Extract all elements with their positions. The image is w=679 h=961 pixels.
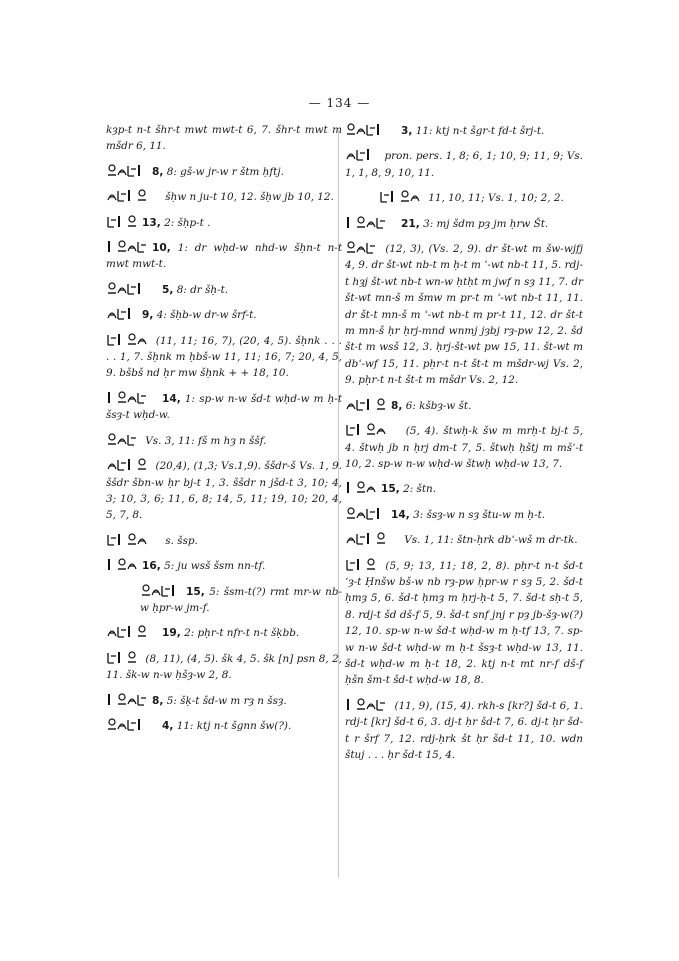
hieroglyph-icon	[345, 506, 389, 521]
entry-reference: 8,	[152, 694, 164, 707]
left-entry	[106, 624, 342, 641]
hieroglyph-icon	[106, 532, 160, 547]
hieroglyph-icon	[345, 122, 399, 137]
hieroglyph-icon	[106, 457, 150, 472]
left-entry	[106, 239, 342, 273]
entry-text: 6: kšbȝ-w št.	[402, 399, 472, 412]
hieroglyph-icon	[345, 480, 379, 495]
entry-reference: 8,	[152, 165, 164, 178]
left-entry	[106, 650, 342, 684]
left-entry	[106, 432, 342, 449]
right-entry	[345, 240, 583, 389]
entry-reference: 14,	[391, 508, 410, 521]
entry-reference: 15,	[186, 585, 205, 598]
hieroglyph-icon	[345, 147, 379, 162]
entry-text: 5: ju wsš šsm nn-tf.	[160, 560, 266, 573]
hieroglyph-icon	[345, 215, 399, 230]
entry-text: 2: šḥp-t .	[160, 216, 211, 229]
entry-text: 2: štn.	[399, 483, 437, 496]
hieroglyph-icon	[140, 583, 184, 598]
hieroglyph-icon	[106, 188, 160, 203]
hieroglyph-icon	[106, 281, 160, 296]
entry-text: Vs. 3, 11: fš m hȝ n ššf.	[142, 434, 267, 447]
entry-reference: 8,	[391, 399, 403, 412]
left-entry	[106, 717, 342, 734]
hieroglyph-icon	[106, 692, 150, 707]
entry-reference: 21,	[401, 217, 420, 230]
entry-text: šḥw n ju-t 10, 12. šḥw jb 10, 12.	[162, 191, 334, 204]
right-entry	[345, 506, 583, 523]
right-entry	[345, 531, 583, 548]
entry-text: 1: sp-w n-w šd-t wḥd-w m ḥ-t šsȝ-t wḥd-w.	[106, 392, 342, 422]
entry-text: 11, 10, 11; Vs. 1, 10; 2, 2.	[425, 192, 564, 205]
right-entry	[345, 480, 583, 497]
entry-text: (5, 4). štwḥ-k šw m mrḥ-t bj-t 5, 4. štwḥ jb n ḥrj dm-t 7, 5. štwḥ ḥštj m mšʿ-t 10, 2. sp-w n-w wḥd-w štwḥ wḥd-w 13, 7.	[345, 425, 583, 470]
right-entry	[345, 697, 583, 764]
left-entry	[106, 188, 342, 205]
entry-reference: 14,	[162, 392, 181, 405]
left-entry	[106, 332, 342, 382]
entry-text: 3: šsȝ-w n sȝ štu-w m ḥ-t.	[409, 508, 546, 521]
entry-text: 5: šḳ-t šd-w m rȝ n šsȝ.	[163, 694, 287, 707]
entry-text: (8, 11), (4, 5). šk 4, 5. šk [n] psn 8, 2, 11. šk-w n-w ḥšȝ-w 2, 8.	[106, 652, 342, 682]
entry-text: 5: šsm-t(?) rmt mr-w nb-w ḥpr-w jm-f.	[140, 585, 342, 614]
page-number: — 134 —	[308, 96, 371, 110]
entry-text: kȝp-t n-t šhr-t mwt mwt-t 6, 7. šhr-t mwt m mšdr 6, 11.	[106, 124, 342, 153]
entry-reference: 15,	[381, 483, 400, 496]
entry-reference: 3,	[401, 125, 413, 137]
hieroglyph-icon	[345, 697, 389, 712]
entry-reference: 9,	[142, 309, 154, 322]
left-entry	[106, 557, 342, 574]
hieroglyph-icon	[345, 557, 379, 572]
hieroglyph-icon	[106, 163, 150, 178]
hieroglyph-icon	[106, 717, 160, 732]
hieroglyph-icon	[106, 239, 150, 254]
entry-reference: 10,	[152, 242, 171, 255]
right-entry	[345, 397, 583, 414]
hieroglyph-icon	[106, 624, 160, 639]
right-entry	[345, 557, 583, 689]
hieroglyph-icon	[345, 240, 379, 255]
entry-text: pron. pers. 1, 8; 6, 1; 10, 9; 11, 9; Vs. 1, 1, 8, 9, 10, 11.	[345, 150, 583, 179]
left-entry	[106, 457, 342, 524]
entry-text: s. šsp.	[162, 534, 198, 547]
left-entry	[106, 532, 342, 549]
entry-text: (11, 9), (15, 4). rkh-s [kr?] šd-t 6, 1. rdj-t [kr] šd-t 6, 3. dj-t ḥr šd-t 7, 6. dj-t ḥr šd-t r šrf 7, 12. rdj-ḥrk št ḥr šd-t 11, 10. wdn štuj . . . ḥr šd-t 15, 4.	[345, 699, 583, 761]
entry-reference: 5,	[162, 283, 174, 296]
entry-text: 1: dr wḥd-w nhd-w šḥn-t n-t mwt mwt-t.	[106, 242, 342, 271]
hieroglyph-icon	[106, 306, 140, 321]
entry-reference: 13,	[142, 216, 161, 229]
entry-reference: 4,	[162, 719, 174, 732]
left-entry	[106, 306, 342, 323]
right-entry	[345, 215, 583, 232]
hieroglyph-icon	[345, 531, 399, 546]
left-entry	[106, 281, 342, 298]
right-entry	[345, 122, 583, 139]
right-entry	[345, 147, 583, 181]
entry-text: 11: ktj n-t šgr-t fd-t šrj-t.	[412, 125, 545, 137]
hieroglyph-icon	[106, 650, 140, 665]
entry-text: 3: mj šdm pȝ jm ḥrw Št.	[419, 217, 549, 230]
entry-text: (5, 9; 13, 11; 18, 2, 8). pḥr-t n-t šd-t ʿȝ-t Ḥnšw bš-w nb rȝ-pw ḥpr-w r sȝ 5, 2. šd-t ḥmȝ 5, 6. šd-t ḥmȝ m ḥrj-ḥ-t 5, 7. šd-t sḥ-t 5, 8. rdj-t šd dš-f 5, 9. šd-t snf jnj r pȝ jb-šȝ-w(?) 12, 10. sp-w n-w šd-t wḥd-w m ḥ-tf 13, 7. sp-w n-w šd-t wḥd-w m ḥ-t šsȝ-t wḥd-w 13, 11. šd-t wḥd-w m ḥ-t 18, 2. ktj n-t mt nr-f dš-f ḥšn šm-t šd-t wḥd-w 18, 8.	[345, 559, 583, 687]
left-entry	[106, 122, 342, 155]
hieroglyph-icon	[106, 557, 140, 572]
entry-text: Vs. 1, 11: štn-ḥrk dbʿ-wš m dr-tk.	[401, 534, 578, 547]
entry-text: (20,4), (1,3; Vs.1,9). ššdr-š Vs. 1, 9. ššdr šbn-w ḥr bj-t 1, 3. ššdr n jšd-t 3, 10; 4, 3; 10, 3, 6; 11, 6, 8; 14, 5, 11; 19, 10; 20, 4, 5, 7, 8.	[106, 460, 342, 522]
hieroglyph-icon	[106, 332, 150, 347]
right-entry	[345, 189, 583, 206]
entry-text: 4: šḥb-w dr-w šrf-t.	[153, 309, 257, 322]
left-entry	[106, 214, 342, 231]
hieroglyph-icon	[345, 397, 389, 412]
entry-reference: 19,	[162, 627, 181, 640]
hieroglyph-icon	[106, 390, 160, 405]
entry-text: (12, 3), (Vs. 2, 9). dr št-wt m šw-wjfj 4, 9. dr št-wt nb-t m ḥ-t m ʿ-wt nb-t 11, 5. rdj-t hȝj št-wt nb-t wn-w ḥtḥt m jwf n sȝ 11, 7. dr št-wt mn-š m šmw m pr-t m ʿ-wt nb-t 11, 11. dr št-t mn-š m ʿ-wt nb-t m pr-t 11, 12. dr št-t m mn-š ḥr ḥrj-mnd wnmj jȝbj rȝ-pw 12, 2. šd št-t m wsš 12, 3. ḥrj-št-wt pw 15, 11. št-wt m dbʿ-wf 15, 11. pḥr-t n-t št-t m mšdr-wj Vs. 2, 9. pḥr-t n-t št-t m mšdr Vs. 2, 12.	[345, 243, 583, 387]
left-entry	[106, 583, 342, 617]
entry-reference: 16,	[142, 560, 161, 573]
entry-text: 2: pḥr-t nfr-t n-t šḳbb.	[180, 627, 300, 640]
hieroglyph-icon	[345, 422, 399, 437]
entry-text: (11, 11; 16, 7), (20, 4, 5). šḥnk . . . . . 1, 7. šḥnk m ḥbš-w 11, 11; 16, 7; 20, 4, 5, 9. bšbš nd ḥr mw šḥnk + + 18, 10.	[106, 334, 342, 380]
entry-text: 11: ktj n-t šgnn šw(?).	[173, 719, 292, 732]
hieroglyph-icon	[106, 432, 140, 447]
left-column	[106, 122, 342, 742]
left-entry	[106, 390, 342, 424]
left-entry	[106, 692, 342, 709]
entry-text: 8: dr šḥ-t.	[173, 283, 229, 296]
hieroglyph-icon	[379, 189, 423, 204]
right-entry	[345, 422, 583, 472]
left-entry	[106, 163, 342, 180]
right-column	[345, 122, 583, 771]
entry-text: 8: gš-w jr-w r štm ḥftj.	[163, 165, 284, 178]
hieroglyph-icon	[106, 214, 140, 229]
